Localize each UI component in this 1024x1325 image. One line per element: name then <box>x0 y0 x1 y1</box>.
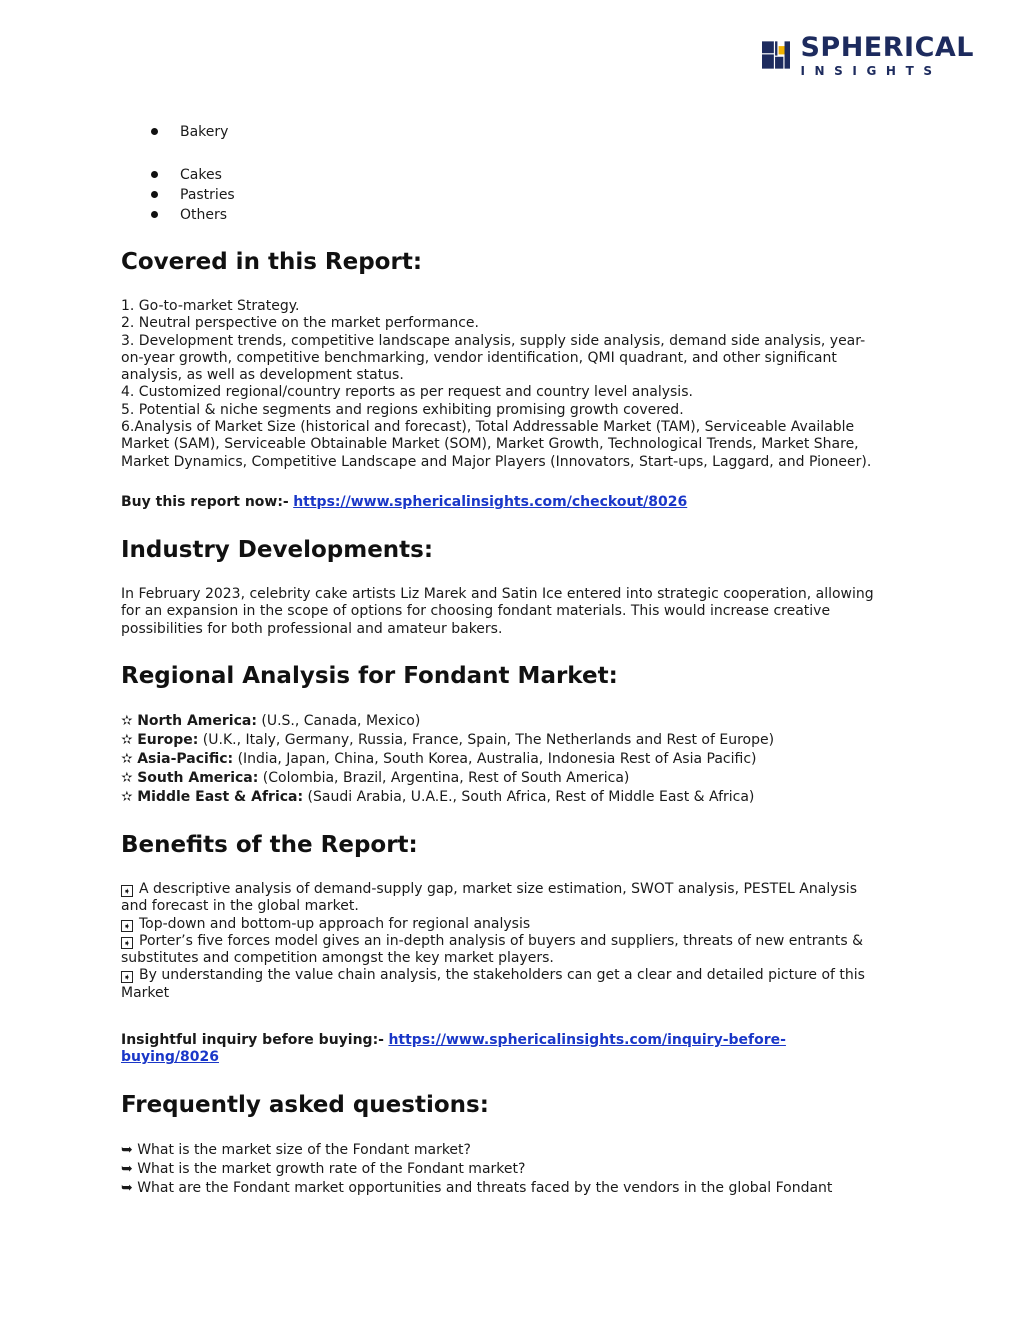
star-icon: ✫ <box>121 751 133 767</box>
inquiry-link[interactable]: https://www.sphericalinsights.com/inquiry-before- <box>388 1032 786 1048</box>
inquiry-link-continued[interactable]: buying/8026 <box>121 1049 219 1066</box>
list-item: Bakery <box>121 122 228 142</box>
text-line: for an expansion in the scope of options for choosing fondant materials. This would increase creative <box>121 603 831 620</box>
list-item: ✫ North America: (U.S., Canada, Mexico) <box>121 713 421 729</box>
list-item: ➧ A descriptive analysis of demand-supply gap, market size estimation, SWOT analysis, PESTEL Analysis <box>121 881 911 898</box>
buy-now-label: Buy this report now:- <box>121 494 289 510</box>
arrow-box-icon: ➧ <box>121 971 133 983</box>
arrow-box-icon: ➧ <box>121 885 133 897</box>
list-item: ✫ Asia-Pacific: (India, Japan, China, South Korea, Australia, Indonesia Rest of Asia Pacific) <box>121 751 757 767</box>
regional-list <box>121 712 911 807</box>
text-line: 5. Potential & niche segments and regions exhibiting promising growth covered. <box>121 401 684 418</box>
checkout-link[interactable]: https://www.sphericalinsights.com/checkout/8026 <box>293 494 688 510</box>
logo-mark-icon <box>762 32 790 78</box>
inquiry-label: Insightful inquiry before buying:- <box>121 1032 384 1048</box>
list-item: ➧ Top-down and bottom-up approach for regional analysis <box>121 916 911 933</box>
text-line: Market <box>121 984 170 1001</box>
list-item: ➥ What are the Fondant market opportunities and threats faced by the vendors in the global Fondant <box>121 1180 833 1196</box>
sub-bullet-list <box>121 165 235 225</box>
brand-tagline: INSIGHTS <box>800 63 942 78</box>
star-icon: ✫ <box>121 789 133 805</box>
arrow-box-icon: ➧ <box>121 920 133 932</box>
text-line: 6.Analysis of Market Size (historical and forecast), Total Addressable Market (TAM), Serviceable Available <box>121 419 855 436</box>
arrow-box-icon: ➧ <box>121 937 133 949</box>
list-item: ➧ Porter’s five forces model gives an in-depth analysis of buyers and suppliers, threats of new entrants & <box>121 933 911 950</box>
benefits-list <box>121 881 911 1002</box>
list-item: ✫ Middle East & Africa: (Saudi Arabia, U.A.E., South Africa, Rest of Middle East & Africa) <box>121 789 755 805</box>
bullet-icon <box>151 171 158 178</box>
text-line: possibilities for both professional and amateur bakers. <box>121 620 503 637</box>
text-line: 1. Go-to-market Strategy. <box>121 298 300 314</box>
list-item: ➧ By understanding the value chain analysis, the stakeholders can get a clear and detailed picture of this <box>121 967 911 984</box>
text-line: analysis, as well as development status. <box>121 367 404 384</box>
text-line: Market Dynamics, Competitive Landscape and Major Players (Innovators, Start-ups, Laggard, and Pioneer). <box>121 453 872 470</box>
text-line: In February 2023, celebrity cake artists Liz Marek and Satin Ice entered into strategic cooperation, allowing <box>121 586 874 602</box>
list-item: Cakes <box>121 165 235 185</box>
text-line: and forecast in the global market. <box>121 898 359 915</box>
industry-heading: Industry Developments: <box>121 537 434 563</box>
bullet-icon <box>151 128 158 135</box>
arrow-icon: ➥ <box>121 1142 133 1158</box>
list-item: ➥ What is the market size of the Fondant market? <box>121 1142 471 1158</box>
brand-name: SPHERICAL <box>800 31 974 63</box>
industry-text <box>121 586 911 638</box>
arrow-icon: ➥ <box>121 1180 133 1196</box>
star-icon: ✫ <box>121 713 133 729</box>
benefits-heading: Benefits of the Report: <box>121 832 418 858</box>
buy-now-row <box>121 494 911 511</box>
list-item: ✫ South America: (Colombia, Brazil, Argentina, Rest of South America) <box>121 770 630 786</box>
bullet-icon <box>151 211 158 218</box>
text-line: 4. Customized regional/country reports as per request and country level analysis. <box>121 384 693 401</box>
faq-heading: Frequently asked questions: <box>121 1092 489 1118</box>
inquiry-row <box>121 1032 911 1067</box>
faq-list <box>121 1141 911 1198</box>
list-item: ➥ What is the market growth rate of the Fondant market? <box>121 1161 526 1177</box>
star-icon: ✫ <box>121 770 133 786</box>
list-item: ✫ Europe: (U.K., Italy, Germany, Russia, France, Spain, The Netherlands and Rest of Europe) <box>121 732 775 748</box>
text-line: 3. Development trends, competitive landscape analysis, supply side analysis, demand side analysis, year- <box>121 332 866 349</box>
list-item: Others <box>121 205 235 225</box>
top-bullet-list <box>121 122 228 142</box>
text-line: 2. Neutral perspective on the market performance. <box>121 315 479 332</box>
star-icon: ✫ <box>121 732 133 748</box>
arrow-icon: ➥ <box>121 1161 133 1177</box>
covered-heading: Covered in this Report: <box>121 249 423 275</box>
covered-text <box>121 298 911 471</box>
text-line: on-year growth, competitive benchmarking, vendor identification, QMI quadrant, and other significant <box>121 349 837 366</box>
brand-logo <box>762 30 974 80</box>
list-item: Pastries <box>121 185 235 205</box>
bullet-icon <box>151 191 158 198</box>
text-line: Market (SAM), Serviceable Obtainable Market (SOM), Market Growth, Technological Trends, Market Share, <box>121 436 859 453</box>
text-line: substitutes and competition amongst the key market players. <box>121 950 554 967</box>
regional-heading: Regional Analysis for Fondant Market: <box>121 663 618 689</box>
